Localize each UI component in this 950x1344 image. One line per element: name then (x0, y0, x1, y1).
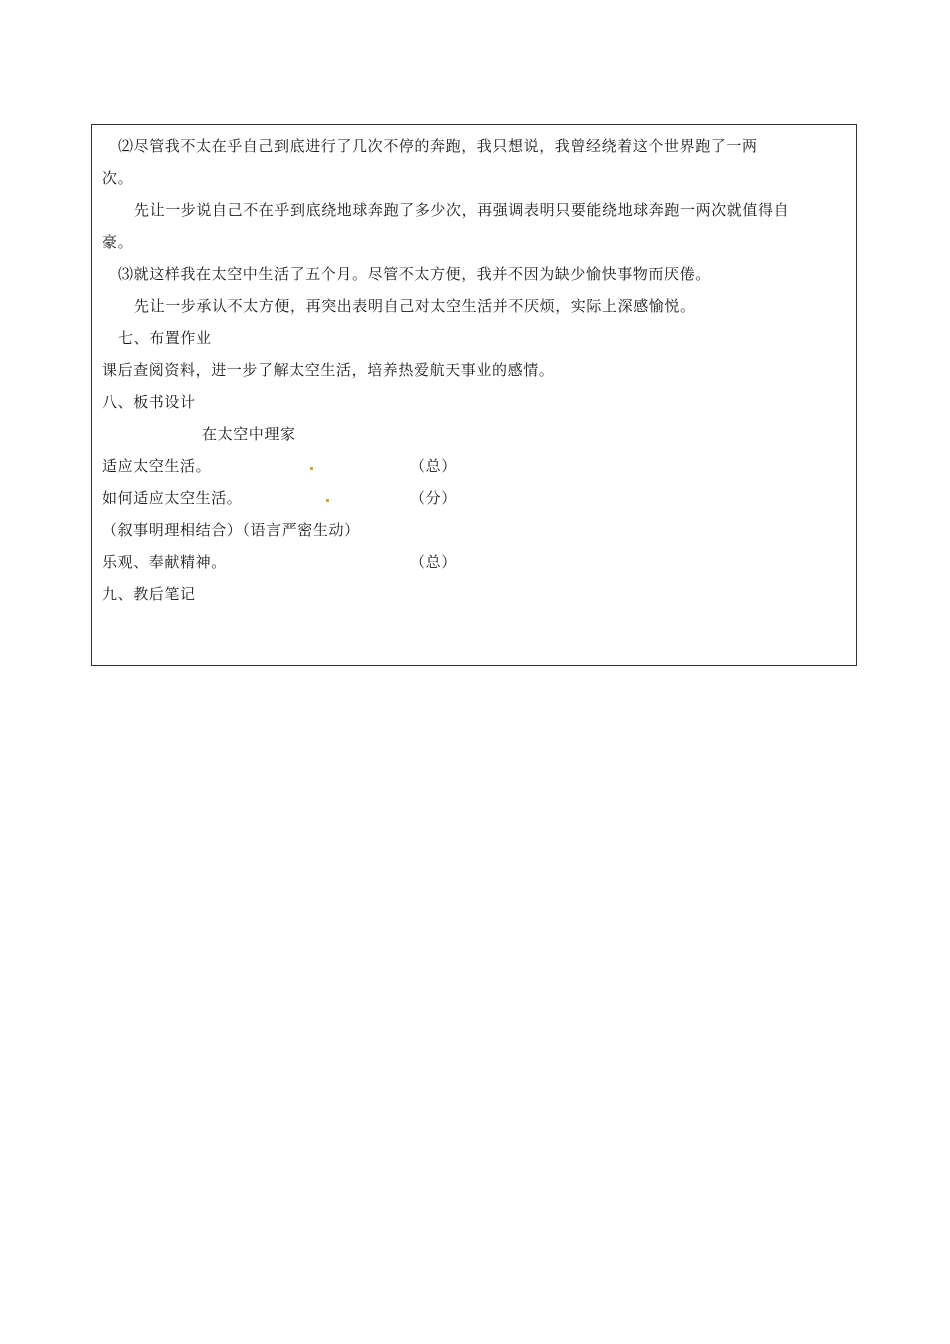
section-9-heading: 九、教后笔记 (102, 585, 196, 603)
section-7-content: 课后查阅资料，进一步了解太空生活，培养热爱航天事业的感情。 (102, 361, 555, 379)
example-2-analysis-line2: 豪。 (102, 233, 134, 251)
example-2-sentence-line1: ⑵尽管我不太在乎自己到底进行了几次不停的奔跑，我只想说，我曾经绕着这个世界跑了一两 (118, 137, 758, 155)
example-2-sentence-line2: 次。 (102, 169, 134, 187)
example-3-sentence: ⑶就这样我在太空中生活了五个月。尽管不太方便，我并不因为缺少愉快事物而厌倦。 (118, 265, 711, 283)
board-row-1-tag: （总） (410, 457, 457, 475)
example-2-analysis-line1: 先让一步说自己不在乎到底绕地球奔跑了多少次，再强调表明只要能绕地球奔跑一两次就值得自 (134, 201, 790, 219)
board-row-3-text: （叙事明理相结合）（语言严密生动） (102, 521, 360, 539)
section-8-heading: 八、板书设计 (102, 393, 196, 411)
decorative-dot (326, 499, 329, 502)
board-row-4-text: 乐观、奉献精神。 (102, 553, 227, 571)
board-row-1-text: 适应太空生活。 (102, 457, 212, 475)
section-7-heading: 七、布置作业 (118, 329, 212, 347)
board-title: 在太空中理家 (202, 425, 296, 443)
board-row-2-text: 如何适应太空生活。 (102, 489, 243, 507)
board-row-2-tag: （分） (410, 489, 457, 507)
example-3-analysis: 先让一步承认不太方便，再突出表明自己对太空生活并不厌烦，实际上深感愉悦。 (134, 297, 696, 315)
board-row-4-tag: （总） (410, 553, 457, 571)
decorative-dot (310, 467, 313, 470)
